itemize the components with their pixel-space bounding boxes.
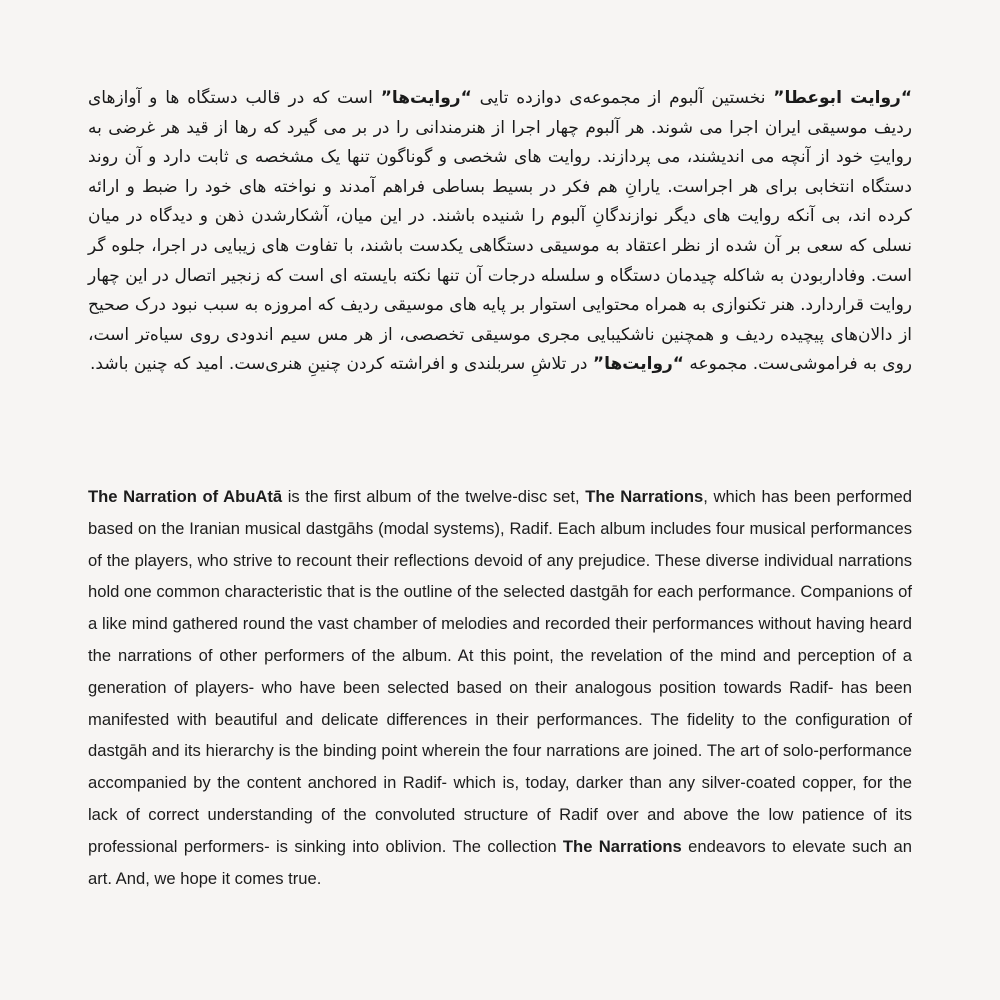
english-text-part-1: is the first album of the twelve-disc set,	[282, 487, 586, 506]
english-paragraph	[88, 481, 912, 894]
persian-collection-name-2: “روایت‌ها”	[592, 354, 684, 375]
persian-album-title: “روایت ابوعطا”	[773, 88, 912, 108]
english-collection-name: The Narrations	[585, 487, 704, 506]
english-text-part-3: endeavors to elevate such an art. And, we hope it comes true.	[88, 836, 912, 888]
english-text-part-2: , which has been performed based on the Iranian musical dastgāhs (modal systems), Radif. Each album includes four musical performances of the players, who strive to recount their reflections devoid of any prejudice. These diverse individual narrations hold one common characteristic that is the outline of the selected dastgāh for each performance. Companions of a like mind gathered round the vast chamber of melodies and recorded their performances without having heard the narrations of other performers of the album. At this point, the revelation of the mind and perception of a generation of players- who have been selected based on their analogous position towards Radif- has been manifested with beautiful and delicate differences in their performances. The fidelity to the configuration of dastgāh and its hierarchy is the binding point wherein the four narrations are joined. The art of solo-performance accompanied by the content anchored in Radif- which is, today, darker than any silver-coated copper, for the lack of correct understanding of the convoluted structure of Radif over and above the low patience of its professional performers- is sinking into oblivion. The collection	[88, 487, 912, 856]
persian-text-part-2: است که در قالب دستگاه ها و آوازهای ردیف موسیقی ایران اجرا می شوند. هر آلبوم چهار اجرا از هنرمندانی را در بر می گیرد که رها از قید هر غرضی به روایتِ خود از آنچه می اندیشند، می پردازند. روایت های شخصی و گوناگون تنها یک مشخصه ی ثابت دارد و آن روند دستگاه انتخابی برای هر اجراست. یارانِ هم فکر در بسیط بساطی فراهم آمدند و نواخته های خود را ضبط و ارائه کرده اند، بی آنکه روایت های دیگر نوازندگانِ آلبوم را شنیده باشند. در این میان، آشکارشدن ذهن و دیدگاه در میان نسلی که سعی بر آن شده از نظر اعتقاد به موسیقی دستگاهی یکدست باشند، با تفاوت های زیبایی در اجرا، جلوه گر است. وفاداربودن به شاکله چیدمان دستگاه و سلسله درجات آن تنها نکته بایسته ای است که زنجیر اتصال در این چهار روایت قراردارد. هنر تکنوازی به همراه محتوایی استوار بر پایه های موسیقی ردیف که امروزه به سبب نبود درک صحیح از دالان‌های پیچیده ردیف و همچنین ناشکیبایی مجری موسیقی تخصصی، از هر مس سیم اندودی روی سیاه‌تر است، روی به فراموشی‌ست. مجموعه	[88, 88, 912, 375]
persian-paragraph	[88, 84, 912, 380]
english-album-title: The Narration of AbuAtā	[88, 487, 283, 506]
persian-text-part-3: در تلاشِ سربلندی و افراشته کردن چنینِ هنری‌ست. امید که چنین باشد.	[90, 354, 593, 375]
persian-collection-name: “روایت‌ها”	[380, 88, 472, 108]
persian-text-part-1: نخستین آلبوم از مجموعه‌ی دوازده تایی	[471, 88, 774, 108]
english-collection-name-2: The Narrations	[562, 836, 682, 856]
